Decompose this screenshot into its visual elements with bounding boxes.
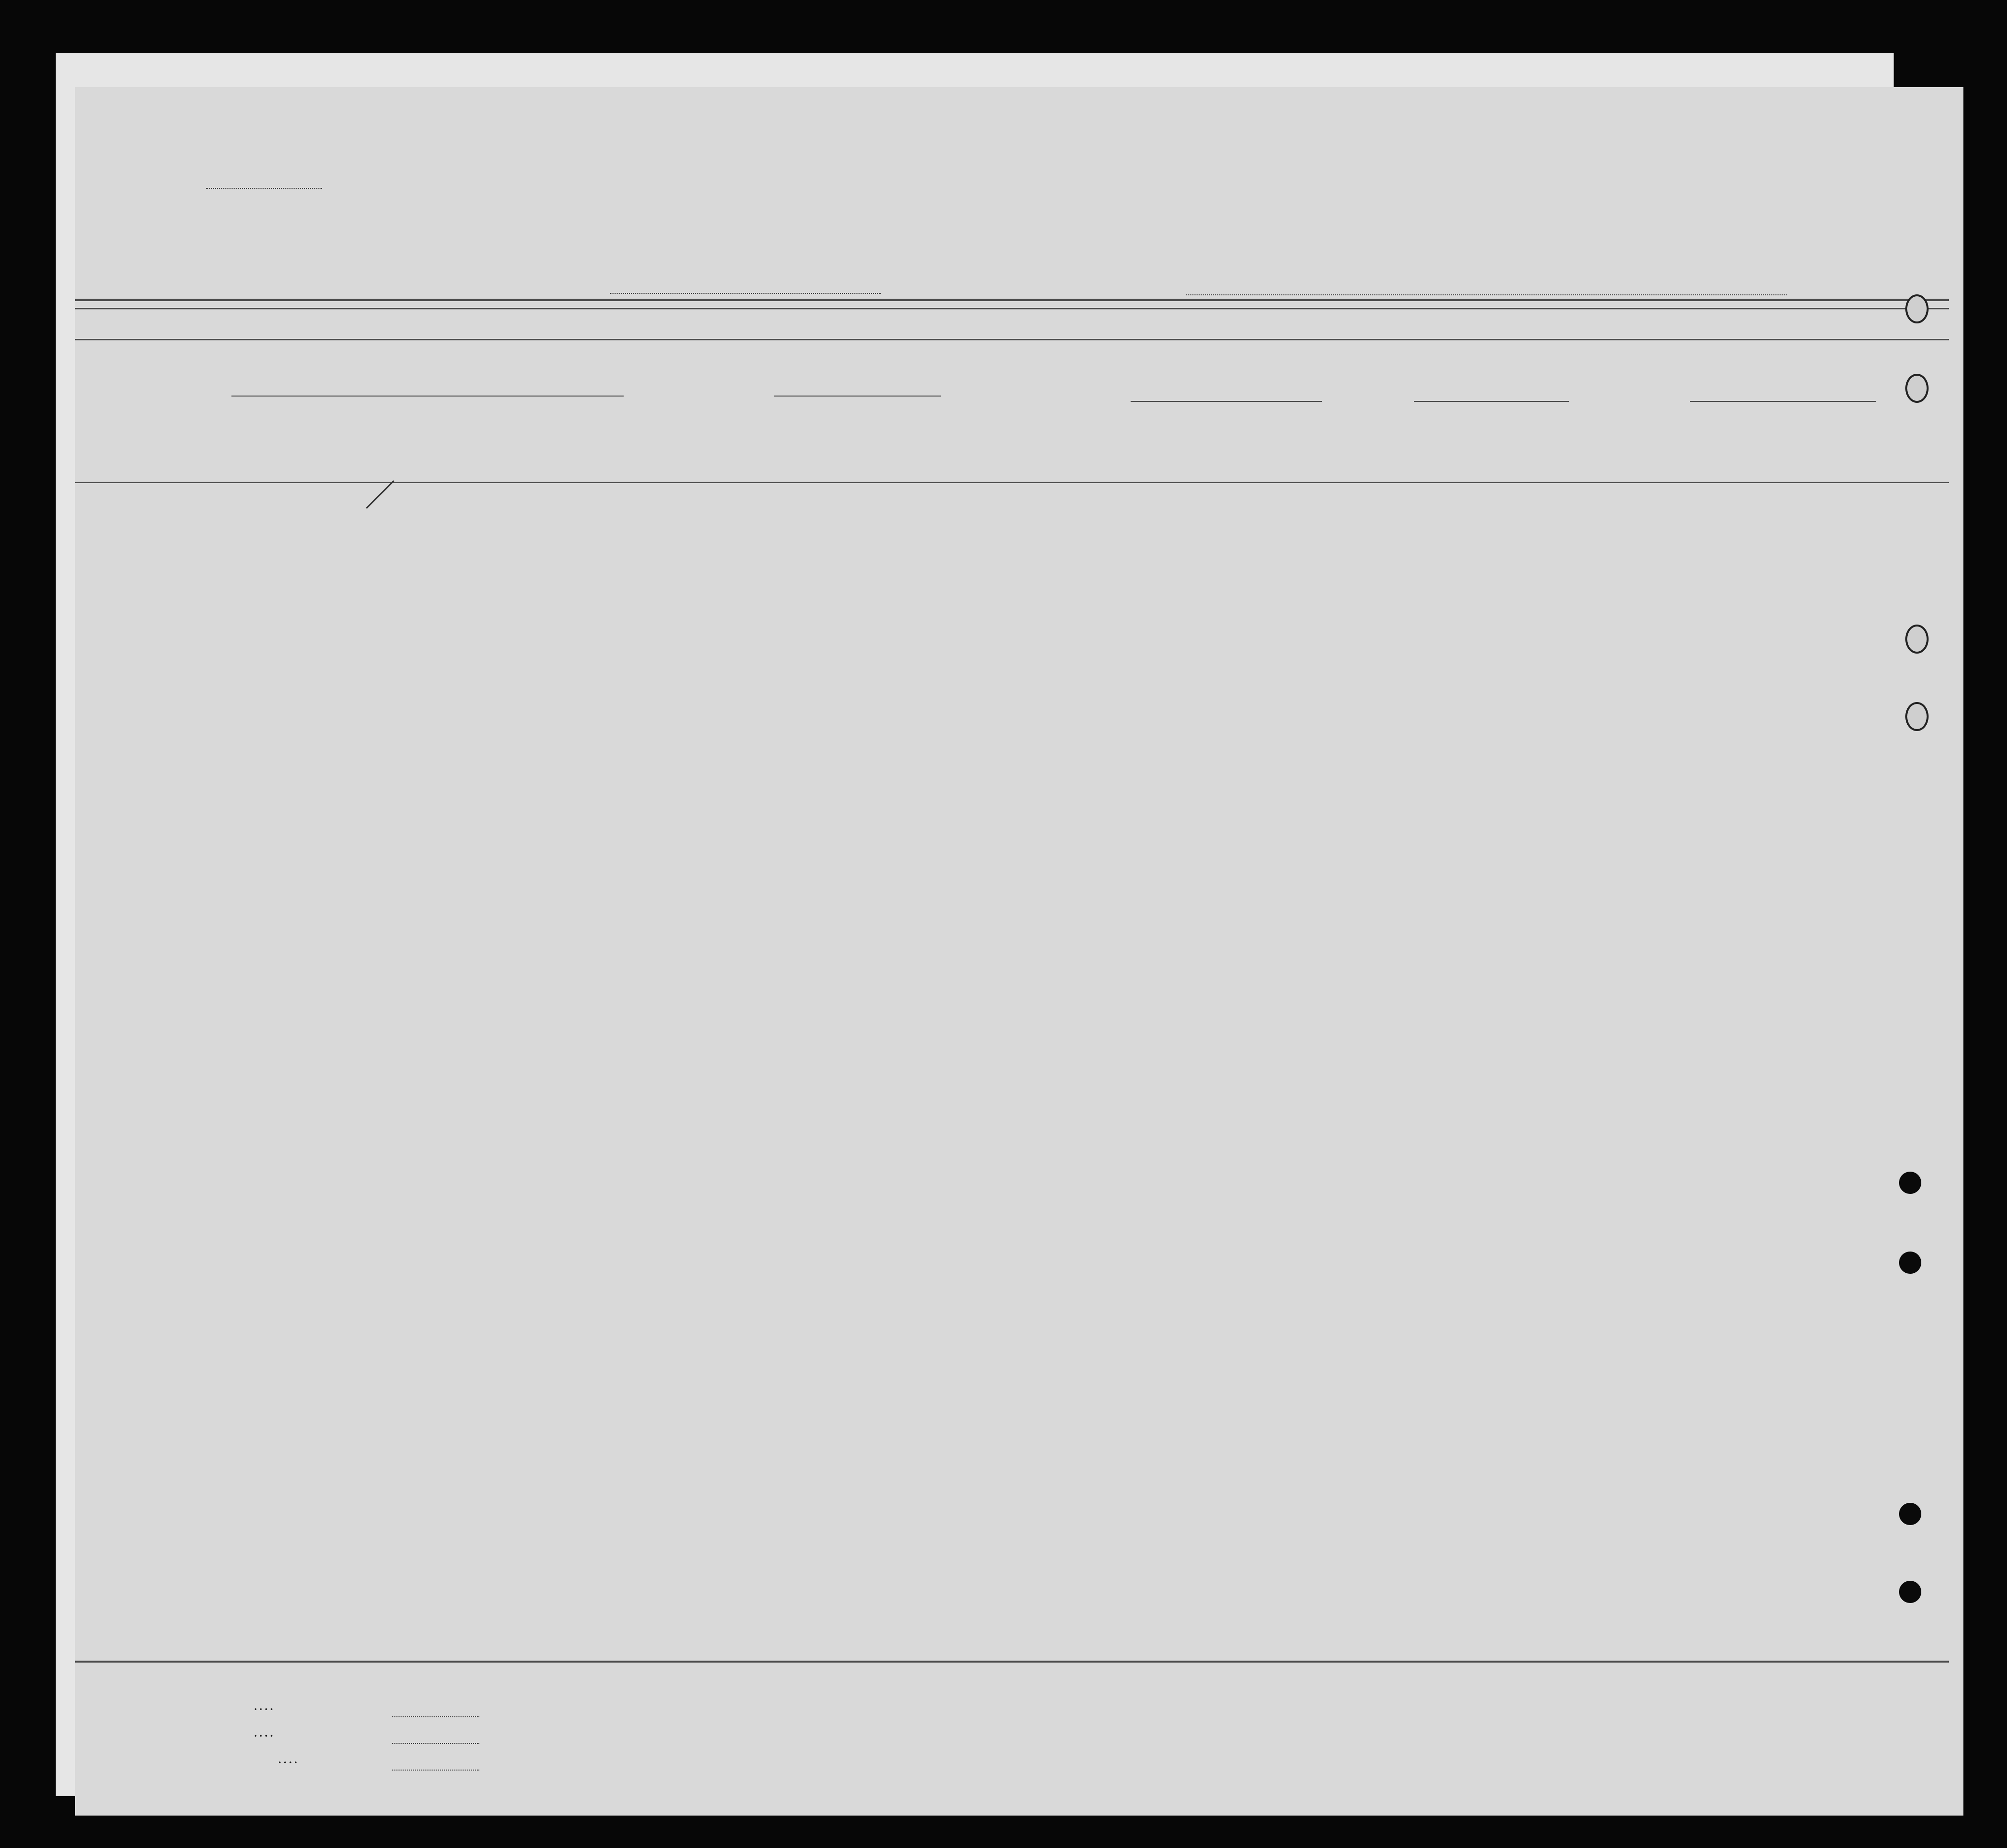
aliens-label: . . . . xyxy=(278,1754,297,1766)
issued-subdivider xyxy=(1414,401,1569,402)
us-citizens-label: . . . . xyxy=(254,1727,273,1739)
binder-hole-outline xyxy=(1905,625,1929,654)
binder-hole-outline xyxy=(1905,702,1929,731)
res-subdivider xyxy=(1690,401,1876,402)
age-subdivider xyxy=(561,396,624,397)
header-bottom-border xyxy=(75,482,1949,483)
colnum-divider xyxy=(75,339,1949,340)
sailing-underline xyxy=(1186,294,1787,295)
table-bottom-border xyxy=(75,1661,1949,1663)
binder-hole xyxy=(1899,1252,1921,1274)
binder-hole xyxy=(1899,1172,1921,1194)
table-top-border xyxy=(75,299,1949,301)
binder-hole-outline xyxy=(1905,294,1929,323)
table-top-border-2 xyxy=(75,308,1949,309)
binder-hole-outline xyxy=(1905,374,1929,403)
total-passengers-line xyxy=(392,1716,479,1717)
binder-hole xyxy=(1899,1581,1921,1603)
aliens-line xyxy=(392,1770,479,1771)
able-subdivider xyxy=(774,396,941,397)
list-underline xyxy=(206,188,322,189)
birth-subdivider xyxy=(1131,401,1322,402)
total-passengers-label: . . . . xyxy=(254,1700,273,1712)
binder-hole xyxy=(1899,1503,1921,1525)
ship-underline xyxy=(610,293,881,294)
manifest-sheet xyxy=(75,87,1963,1816)
name-subdivider xyxy=(231,396,561,397)
us-citizens-line xyxy=(392,1743,479,1744)
